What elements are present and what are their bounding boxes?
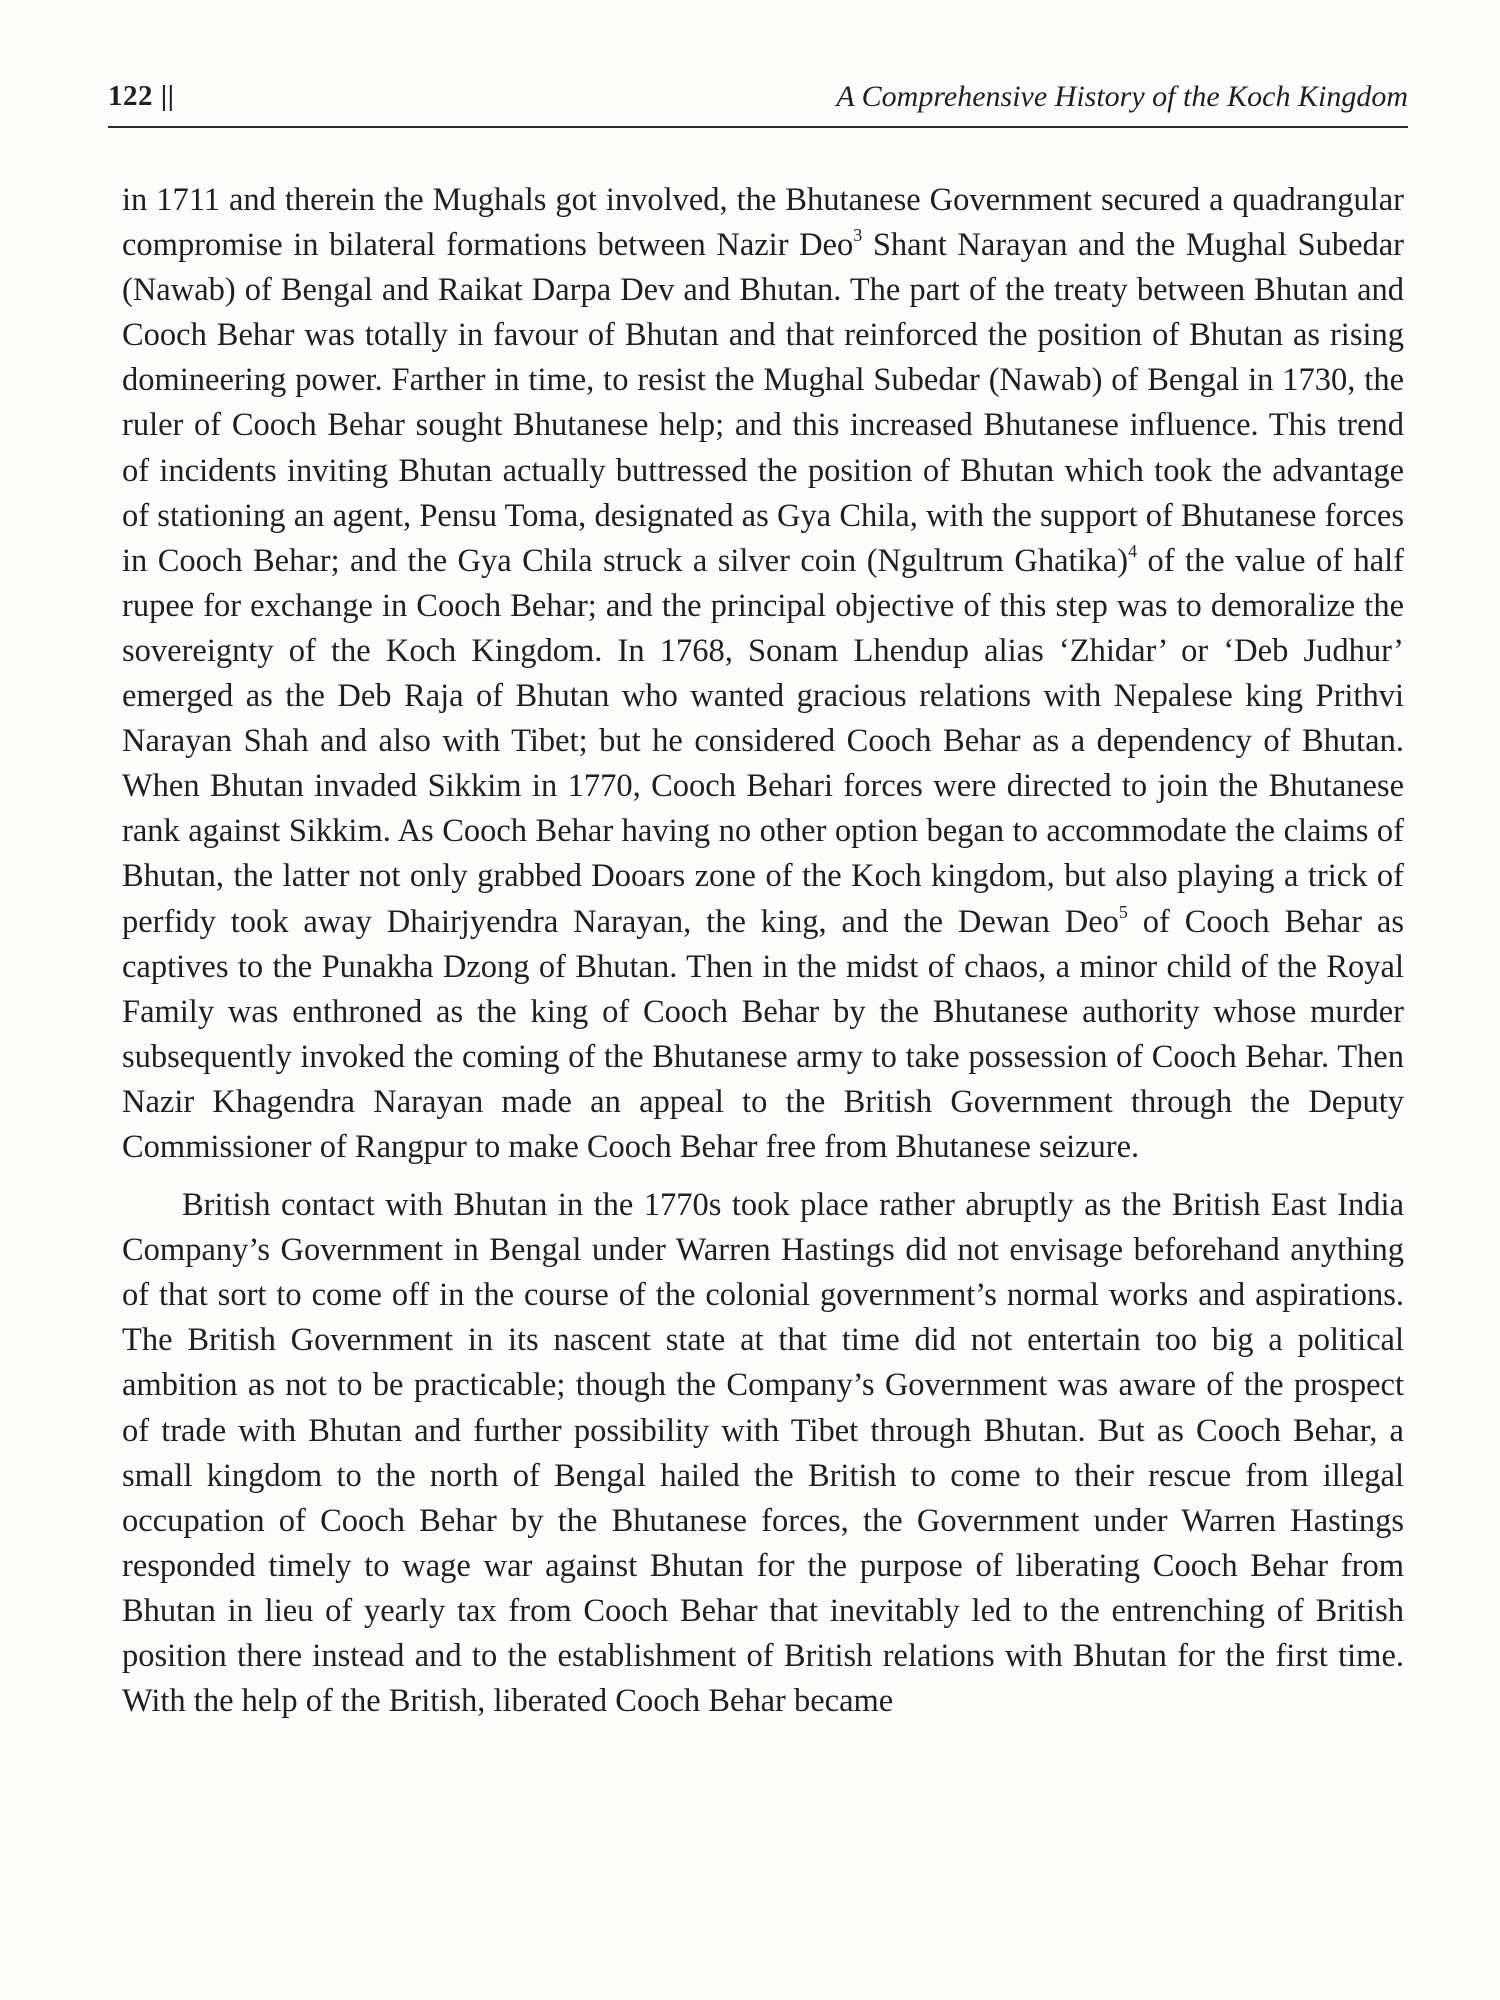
footnote-marker: 3 xyxy=(853,225,863,246)
paragraph-2 xyxy=(122,1183,1404,1724)
body-text xyxy=(122,178,1404,1737)
book-title: A Comprehensive History of the Koch Kingdom xyxy=(836,80,1408,113)
footnote-marker: 4 xyxy=(1128,540,1138,561)
running-header xyxy=(108,78,1408,128)
page-number: 122 || xyxy=(108,80,175,112)
paragraph-1 xyxy=(122,178,1404,1170)
text-run: British contact with Bhutan in the 1770s took place rather abruptly as the British East India Company’s Government in Bengal under Warren Hastings did not envisage beforehand anything of that sort to come off in the course of the colonial government’s normal works and aspirations. The British Government in its nascent state at that time did not entertain too big a political ambition as not to be practicable; though the Company’s Government was aware of the prospect of trade with Bhutan and further possibility with Tibet through Bhutan. But as Cooch Behar, a small kingdom to the north of Bengal hailed the British to come to their rescue from illegal occupation of Cooch Behar by the Bhutanese forces, the Government under Warren Hastings responded timely to wage war against Bhutan for the purpose of liberating Cooch Behar from Bhutan in lieu of yearly tax from Cooch Behar that inevitably led to the entrenching of British position there instead and to the establishment of British relations with Bhutan for the first time. With the help of the British, liberated Cooch Behar became xyxy=(122,1187,1404,1720)
footnote-marker: 5 xyxy=(1118,901,1128,922)
text-run: of Cooch Behar as captives to the Punakha Dzong of Bhutan. Then in the midst of chaos, a minor child of the Royal Family was enthroned as the king of Cooch Behar by the Bhutanese authority whose murder subsequently invoked the coming of the Bhutanese army to take possession of Cooch Behar. Then Nazir Khagendra Narayan made an appeal to the British Government through the Deputy Commissioner of Rangpur to make Cooch Behar free from Bhutanese seizure. xyxy=(122,903,1404,1165)
text-run: in 1711 and therein the Mughals got involved, the Bhutanese Government secured a quadrangular compromise in bilateral formations between Nazir Deo xyxy=(122,182,1404,264)
text-run: of the value of half rupee for exchange in Cooch Behar; and the principal objective of this step was to demoralize the sovereignty of the Koch Kingdom. In 1768, Sonam Lhendup alias ‘Zhidar’ or ‘Deb Judhur’ emerged as the Deb Raja of Bhutan who wanted gracious relations with Nepalese king Prithvi Narayan Shah and also with Tibet; but he considered Cooch Behar as a dependency of Bhutan. When Bhutan invaded Sikkim in 1770, Cooch Behari forces were directed to join the Bhutanese rank against Sikkim. As Cooch Behar having no other option began to accommodate the claims of Bhutan, the latter not only grabbed Dooars zone of the Koch kingdom, but also playing a trick of perfidy took away Dhairjyendra Narayan, the king, and the Dewan Deo xyxy=(122,542,1404,940)
text-run: Shant Narayan and the Mughal Subedar (Nawab) of Bengal and Raikat Darpa Dev and Bhutan. The part of the treaty between Bhutan and Cooch Behar was totally in favour of Bhutan and that reinforced the position of Bhutan as rising domineering power. Farther in time, to resist the Mughal Subedar (Nawab) of Bengal in 1730, the ruler of Cooch Behar sought Bhutanese help; and this increased Bhutanese influence. This trend of incidents inviting Bhutan actually buttressed the position of Bhutan which took the advantage of stationing an agent, Pensu Toma, designated as Gya Chila, with the support of Bhutanese forces in Cooch Behar; and the Gya Chila struck a silver coin (Ngultrum Ghatika) xyxy=(122,227,1405,579)
